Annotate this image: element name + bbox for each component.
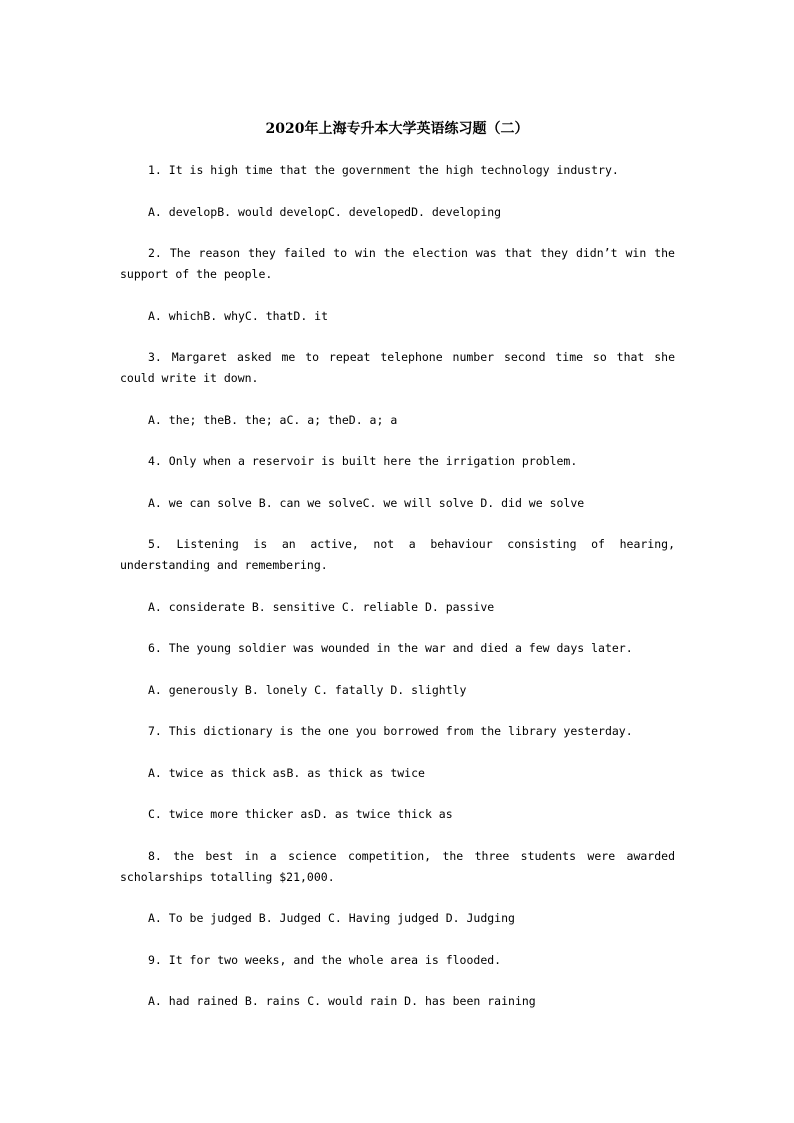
question-7: 7. This dictionary is the one you borrowed from the library yesterday. (148, 724, 633, 738)
page-title: 2020年上海专升本大学英语练习题（二） (265, 121, 529, 137)
options-8: A. To be judged B. Judged C. Having judged D. Judging (148, 911, 515, 925)
options-1: A. developB. would developC. developedD. developing (148, 204, 502, 219)
question-9: 9. It for two weeks, and the whole area is flooded. (148, 952, 502, 967)
options-3: A. the; theB. the; aC. a; theD. a; a (148, 412, 398, 427)
question-3: 3. Margaret asked me to repeat telephone number second time so that she could write it down. (120, 350, 675, 385)
options-6: A. generously B. lonely C. fatally D. slightly (148, 682, 467, 697)
options-7b: C. twice more thicker asD. as twice thick as (148, 807, 453, 821)
question-5: 5. Listening is an active, not a behaviour consisting of hearing, understanding and remembering. (120, 537, 675, 572)
question-1: 1. It is high time that the government the high technology industry. (148, 163, 619, 177)
document-body (120, 160, 675, 1033)
options-9: A. had rained B. rains C. would rain D. has been raining (148, 994, 536, 1008)
question-2: 2. The reason they failed to win the election was that they didn’t win the support of the people. (120, 246, 675, 281)
options-5: A. considerate B. sensitive C. reliable D. passive (148, 599, 495, 614)
options-2: A. whichB. whyC. thatD. it (148, 308, 329, 323)
question-6: 6. The young soldier was wounded in the war and died a few days later. (148, 641, 633, 655)
options-4: A. we can solve B. can we solveC. we will solve D. did we solve (148, 495, 585, 510)
question-4: 4. Only when a reservoir is built here the irrigation problem. (148, 454, 578, 468)
question-8: 8. the best in a science competition, the three students were awarded scholarships totalling $21,000. (120, 848, 675, 884)
options-7a: A. twice as thick asB. as thick as twice (148, 765, 425, 780)
